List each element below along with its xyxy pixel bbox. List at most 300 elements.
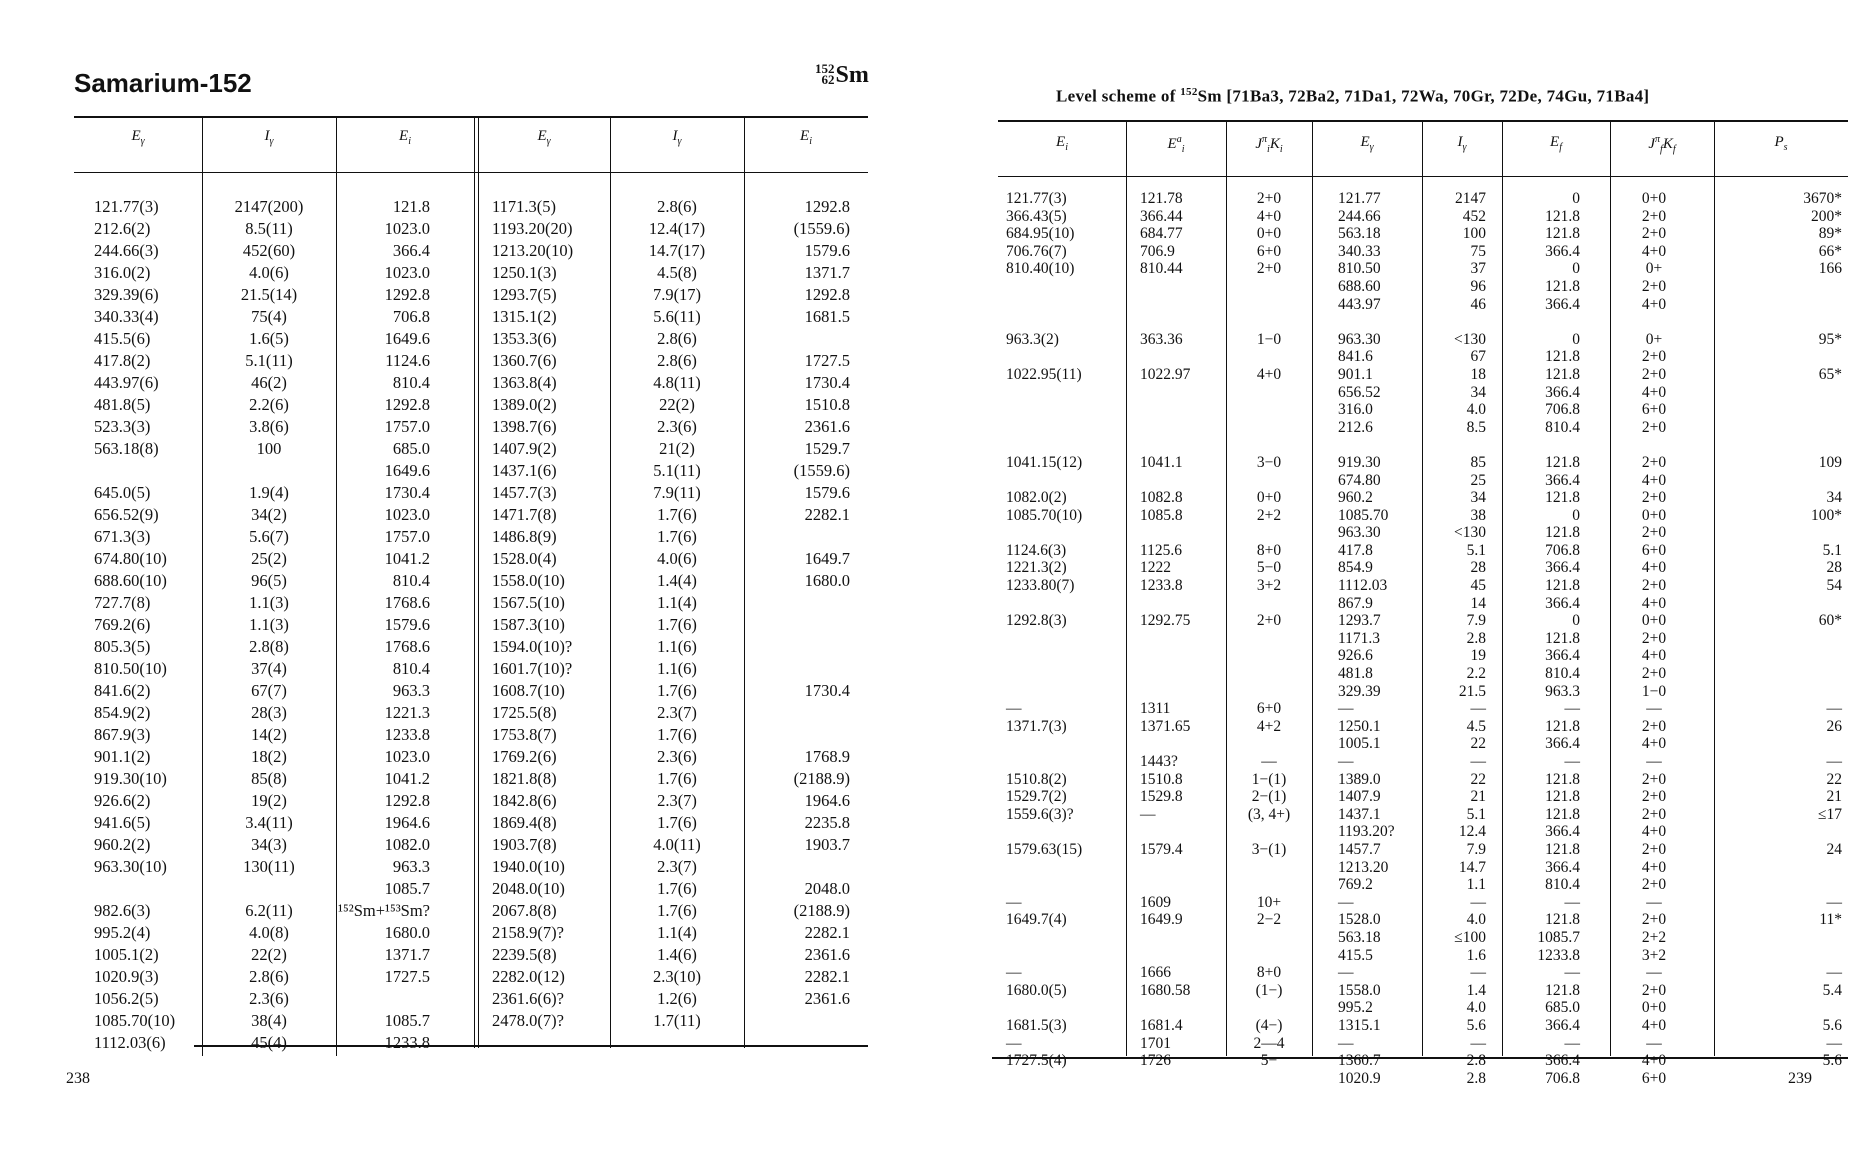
table-cell: 688.60(10) xyxy=(94,571,167,590)
table-cell: (2188.9) xyxy=(793,769,850,788)
table-cell xyxy=(744,614,850,636)
table-cell: 1360.7(6) xyxy=(492,351,557,370)
table-cell: 366.43(5) xyxy=(1006,207,1067,225)
table-cell xyxy=(1006,595,1126,613)
table-cell: — xyxy=(1564,700,1580,718)
table-cell: 443.97 xyxy=(1338,295,1381,313)
table-cell: 1023.0 xyxy=(384,747,430,766)
table-cell: 14.7 xyxy=(1458,858,1486,876)
table-cell: 1768.6 xyxy=(384,637,430,656)
table-cell xyxy=(1714,630,1842,648)
table-cell: 919.30 xyxy=(1338,453,1381,471)
header-e-f: $E_f$ xyxy=(1550,134,1562,153)
header-e-gamma: $E_\gamma$ xyxy=(131,128,145,147)
table-cell: 1727.5 xyxy=(384,967,430,986)
table-cell: 1558.0(10) xyxy=(492,571,565,590)
table-cell: 37 xyxy=(1470,260,1486,278)
table-cell: 1−(1) xyxy=(1251,770,1287,788)
table-cell: 1250.1(3) xyxy=(492,263,557,282)
table-cell xyxy=(1140,999,1226,1017)
table-cell: 1558.0 xyxy=(1338,981,1381,999)
table-cell xyxy=(1226,665,1312,683)
table-cell: 1293.7 xyxy=(1338,612,1381,630)
table-cell xyxy=(1714,876,1842,894)
table-cell xyxy=(1714,947,1842,965)
table-cell: 121.8 xyxy=(1545,629,1580,647)
table-cell xyxy=(1140,929,1226,947)
table-cell xyxy=(744,592,850,614)
table-cell xyxy=(744,856,850,878)
table-cell: 21 xyxy=(1826,788,1842,806)
table-cell xyxy=(1226,524,1312,542)
table-cell xyxy=(1140,524,1226,542)
table-cell: 1.7(6) xyxy=(657,813,697,832)
table-cell xyxy=(1006,647,1126,665)
table-cell xyxy=(1226,401,1312,419)
table-cell: 1821.8(8) xyxy=(492,769,557,788)
table-cell: 1360.7 xyxy=(1338,1052,1381,1070)
table-cell: 366.4 xyxy=(1545,594,1580,612)
table-cell: 5−0 xyxy=(1256,559,1282,577)
table-cell: 0+ xyxy=(1645,260,1663,278)
table-cell xyxy=(1006,876,1126,894)
table-cell: 1292.8 xyxy=(804,197,850,216)
table-cell xyxy=(744,526,850,548)
table-cell: 2.2(6) xyxy=(249,395,289,414)
table-cell: 1023.0 xyxy=(384,219,430,238)
table-cell: 1579.4 xyxy=(1140,840,1183,858)
table-cell: 1457.7(3) xyxy=(492,483,557,502)
table-cell: 2.3(6) xyxy=(657,417,697,436)
table-cell: 1112.03(6) xyxy=(94,1033,166,1052)
table-cell: 22 xyxy=(1470,735,1486,753)
table-cell xyxy=(1006,401,1126,419)
table-cell: 121.77(3) xyxy=(1006,190,1067,207)
table-cell: 5.1 xyxy=(1466,805,1486,823)
table-cell: <130 xyxy=(1454,330,1486,348)
table-cell: 854.9 xyxy=(1338,559,1373,577)
table-cell: 366.4 xyxy=(1545,242,1580,260)
table-cell: 1727.5 xyxy=(804,351,850,370)
table-cell: 901.1(2) xyxy=(94,747,151,766)
table-cell: — xyxy=(1470,964,1486,982)
nuclide-symbol: 152 62 Sm xyxy=(815,61,869,88)
table-cell: 4+0 xyxy=(1641,295,1667,313)
table-cell: 1292.8 xyxy=(384,395,430,414)
table-cell: 1757.0 xyxy=(384,527,430,546)
table-cell: 688.60 xyxy=(1338,277,1381,295)
table-cell xyxy=(1714,524,1842,542)
table-cell: 1041.15(12) xyxy=(1006,453,1083,471)
table-cell: 121.8 xyxy=(1545,911,1580,929)
table-cell xyxy=(1140,683,1226,701)
table-cell: 366.4 xyxy=(392,241,430,260)
table-cell: — xyxy=(1564,964,1580,982)
table-cell xyxy=(1006,384,1126,402)
table-cell: 1.4(4) xyxy=(657,571,697,590)
table-cell: 1579.63(15) xyxy=(1006,840,1083,858)
table-cell: — xyxy=(1006,964,1022,982)
column-divider xyxy=(1126,176,1127,1056)
column-ps xyxy=(1714,190,1842,1087)
table-cell: 1353.3(6) xyxy=(492,329,557,348)
table-cell: 54 xyxy=(1826,577,1842,595)
table-cell: 854.9(2) xyxy=(94,703,151,722)
table-cell: 867.9 xyxy=(1338,594,1373,612)
table-cell: 3+2 xyxy=(1256,577,1282,595)
table-cell: 121.8 xyxy=(1545,577,1580,595)
table-cell: 841.6 xyxy=(1338,348,1373,366)
table-cell: 5.4 xyxy=(1822,981,1842,999)
table-cell xyxy=(1422,436,1486,454)
table-cell: 1020.9 xyxy=(1338,1069,1381,1087)
table-cell: 26 xyxy=(1826,717,1842,735)
table-cell: 1680.0(5) xyxy=(1006,981,1067,999)
table-cell: 21.5(14) xyxy=(240,285,298,304)
table-cell: 1292.8(3) xyxy=(1006,612,1067,630)
table-cell: 1082.0 xyxy=(384,835,430,854)
header-rule xyxy=(74,172,868,173)
table-cell: 810.4 xyxy=(392,659,430,678)
table-cell: 2+0 xyxy=(1641,717,1667,735)
table-cell: 2+0 xyxy=(1641,665,1667,683)
table-cell: 0+0 xyxy=(1256,225,1282,243)
table-cell: — xyxy=(1470,1034,1486,1052)
table-cell: 1124.6 xyxy=(385,351,430,370)
table-cell: 5.6(11) xyxy=(653,307,701,326)
table-cell: 1.1(4) xyxy=(657,923,697,942)
header-i-gamma: $I_\gamma$ xyxy=(264,128,274,147)
table-cell: 810.50 xyxy=(1338,260,1381,278)
table-cell: 121.8 xyxy=(1545,207,1580,225)
table-cell xyxy=(1140,313,1226,331)
table-cell: 1.7(6) xyxy=(657,681,697,700)
table-cell: 2478.0(7)? xyxy=(492,1011,564,1030)
table-cell: 5.1 xyxy=(1466,541,1486,559)
table-cell xyxy=(1226,419,1312,437)
table-cell: 4.0 xyxy=(1466,911,1486,929)
table-cell: 2+0 xyxy=(1641,207,1667,225)
table-cell: 1020.9(3) xyxy=(94,967,159,986)
table-cell: 212.6 xyxy=(1338,418,1373,436)
table-cell: 769.2 xyxy=(1338,876,1373,894)
table-cell: ≤17 xyxy=(1817,805,1842,823)
table-cell: 2.8(8) xyxy=(249,637,289,656)
table-cell: 2.2 xyxy=(1466,665,1486,683)
table-cell: — xyxy=(1470,893,1486,911)
table-cell xyxy=(1714,683,1842,701)
table-cell: 2+0 xyxy=(1641,365,1667,383)
table-cell: 2−(1) xyxy=(1251,788,1287,806)
table-cell xyxy=(1226,1070,1312,1088)
table-cell: 1486.8(9) xyxy=(492,527,557,546)
table-cell: — xyxy=(1564,893,1580,911)
table-cell: 841.6(2) xyxy=(94,681,151,700)
table-cell: 1730.4 xyxy=(384,483,430,502)
table-cell: 1−0 xyxy=(1256,330,1282,348)
table-cell: 706.8 xyxy=(392,307,430,326)
table-cell: 1608.7(10) xyxy=(492,681,565,700)
table-cell: 1371.7(3) xyxy=(1006,717,1067,735)
table-cell: 3−(1) xyxy=(1251,840,1287,858)
table-cell: 810.4 xyxy=(392,373,430,392)
table-cell: 1529.7 xyxy=(804,439,850,458)
table-cell: 1023.0 xyxy=(384,263,430,282)
table-cell: 2235.8 xyxy=(804,813,850,832)
table-cell: 121.8 xyxy=(1545,348,1580,366)
table-cell: 1.1 xyxy=(1466,876,1486,894)
table-cell: 2+0 xyxy=(1641,981,1667,999)
table-cell: 2+0 xyxy=(1641,277,1667,295)
table-cell xyxy=(1140,859,1226,877)
table-cell: 0+0 xyxy=(1641,999,1667,1017)
header-e-gamma: $E_\gamma$ xyxy=(537,128,551,147)
table-cell xyxy=(1714,296,1842,314)
table-cell: 4.8(11) xyxy=(653,373,701,392)
table-cell: 100 xyxy=(1462,225,1486,243)
table-cell: 1171.3(5) xyxy=(492,197,557,216)
table-cell: 1701 xyxy=(1140,1034,1171,1052)
table-cell xyxy=(1006,665,1126,683)
table-cell xyxy=(1006,313,1126,331)
table-cell: 2+0 xyxy=(1641,876,1667,894)
table-cell: 109 xyxy=(1818,453,1842,471)
table-cell: 1666 xyxy=(1140,964,1171,982)
table-cell: 121.8 xyxy=(392,197,430,216)
table-cell xyxy=(1226,876,1312,894)
table-cell: 1529.8 xyxy=(1140,788,1183,806)
table-cell: 45 xyxy=(1470,577,1486,595)
table-cell xyxy=(1714,665,1842,683)
table-cell: 89* xyxy=(1818,225,1842,243)
table-cell: 28(3) xyxy=(251,703,287,722)
table-cell: 963.30(10) xyxy=(94,857,167,876)
table-cell: 727.7(8) xyxy=(94,593,151,612)
table-cell: 6+0 xyxy=(1641,1069,1667,1087)
table-cell: 1681.5(3) xyxy=(1006,1016,1067,1034)
table-cell: 1233.8 xyxy=(384,1033,430,1052)
table-cell: 1.7(6) xyxy=(657,615,697,634)
table-cell: (4−) xyxy=(1255,1016,1283,1034)
column-eg xyxy=(1338,190,1422,1087)
table-cell: 6+0 xyxy=(1256,242,1282,260)
table-cell: 1768.9 xyxy=(804,747,850,766)
table-cell: 18 xyxy=(1470,365,1486,383)
table-cell: 11* xyxy=(1819,911,1842,929)
table-cell xyxy=(1714,595,1842,613)
table-cell: 7.9(11) xyxy=(653,483,701,502)
column-e-gamma-1 xyxy=(94,196,202,1054)
column-e-i-2 xyxy=(744,196,850,1032)
table-cell xyxy=(1714,313,1842,331)
table-cell: 1842.8(6) xyxy=(492,791,557,810)
header-j-k-f: $J^\pi_fK_f$ xyxy=(1648,134,1676,155)
table-cell xyxy=(1006,630,1126,648)
table-cell: 563.18 xyxy=(1338,928,1381,946)
table-cell: 366.4 xyxy=(1545,1052,1580,1070)
table-cell: 1769.2(6) xyxy=(492,747,557,766)
table-cell: 121.8 xyxy=(1545,365,1580,383)
table-cell: 366.4 xyxy=(1545,471,1580,489)
table-cell xyxy=(1140,630,1226,648)
table-cell: 121.8 xyxy=(1545,805,1580,823)
table-cell: 100 xyxy=(256,439,282,458)
table-cell: 1594.0(10)? xyxy=(492,637,573,656)
table-cell: 1457.7 xyxy=(1338,840,1381,858)
table-cell: 810.50(10) xyxy=(94,659,167,678)
table-cell: 1.7(6) xyxy=(657,505,697,524)
table-cell xyxy=(1006,278,1126,296)
table-cell xyxy=(1226,647,1312,665)
table-cell: 34 xyxy=(1470,383,1486,401)
table-cell: 960.2 xyxy=(1338,489,1373,507)
table-cell: 2.8(6) xyxy=(657,329,697,348)
table-cell: 1222 xyxy=(1140,559,1171,577)
table-cell: 685.0 xyxy=(1545,999,1580,1017)
table-cell: 1315.1(2) xyxy=(492,307,557,326)
table-cell: — xyxy=(1006,700,1022,718)
table-cell: 200* xyxy=(1811,207,1842,225)
table-cell: 2067.8(8) xyxy=(492,901,557,920)
table-cell: 0+0 xyxy=(1641,190,1667,207)
table-cell: 6+0 xyxy=(1641,401,1667,419)
table-cell: 684.77 xyxy=(1140,225,1183,243)
table-cell: 316.0 xyxy=(1338,401,1373,419)
table-cell: — xyxy=(1646,964,1662,982)
table-cell xyxy=(744,702,850,724)
table-cell xyxy=(1422,313,1486,331)
table-cell: 8+0 xyxy=(1256,541,1282,559)
table-cell: 481.8(5) xyxy=(94,395,151,414)
column-ig xyxy=(1422,190,1486,1087)
column-jkf xyxy=(1610,190,1698,1087)
table-cell: 2.3(7) xyxy=(657,857,697,876)
table-cell: 121.8 xyxy=(1545,770,1580,788)
table-cell xyxy=(1140,436,1226,454)
table-cell: — xyxy=(1826,1034,1842,1052)
table-cell: 3.8(6) xyxy=(249,417,289,436)
table-cell: 2.8(6) xyxy=(657,197,697,216)
column-e-i-1 xyxy=(336,196,430,1054)
table-cell: 810.44 xyxy=(1140,260,1183,278)
table-cell: 684.95(10) xyxy=(1006,225,1075,243)
table-cell: 2+0 xyxy=(1641,788,1667,806)
table-cell: 1085.70(10) xyxy=(1006,506,1083,524)
table-cell: 1579.6 xyxy=(384,615,430,634)
table-cell: (3, 4+) xyxy=(1247,805,1291,823)
table-cell: 1510.8(2) xyxy=(1006,770,1067,788)
table-cell: 1579.6 xyxy=(804,241,850,260)
table-cell: 2282.1 xyxy=(804,923,850,942)
table-cell: 963.3 xyxy=(1545,682,1580,700)
table-cell: 366.4 xyxy=(1545,383,1580,401)
table-cell: 1529.7(2) xyxy=(1006,788,1067,806)
table-cell xyxy=(1140,1070,1226,1088)
table-cell: 24 xyxy=(1826,840,1842,858)
table-cell: 65* xyxy=(1818,365,1842,383)
table-cell xyxy=(1714,436,1842,454)
table-cell: 14.7(17) xyxy=(648,241,706,260)
table-cell: 982.6(3) xyxy=(94,901,151,920)
header-p-s: $P_s$ xyxy=(1774,134,1788,153)
table-cell: 1022.95(11) xyxy=(1006,365,1082,383)
table-cell xyxy=(1714,735,1842,753)
table-cell: 674.80(10) xyxy=(94,549,167,568)
table-cell: 1471.7(8) xyxy=(492,505,557,524)
table-cell: 1437.1(6) xyxy=(492,461,557,480)
table-cell: 7.9 xyxy=(1466,612,1486,630)
table-cell: 1680.58 xyxy=(1140,981,1191,999)
table-cell: 10+ xyxy=(1256,893,1282,911)
table-cell xyxy=(1226,859,1312,877)
table-cell: — xyxy=(1261,753,1277,770)
table-cell xyxy=(1140,401,1226,419)
table-cell: 1311 xyxy=(1140,700,1171,718)
table-cell xyxy=(1140,296,1226,314)
table-cell: 2.8 xyxy=(1466,629,1486,647)
table-cell: 1041.2 xyxy=(384,769,430,788)
table-cell: 34(3) xyxy=(251,835,287,854)
table-cell: 4.0(8) xyxy=(249,923,289,942)
table-cell: 0+ xyxy=(1645,330,1663,348)
table-cell: 963.3 xyxy=(392,857,430,876)
table-cell: — xyxy=(1826,700,1842,718)
table-cell: 1.4 xyxy=(1466,981,1486,999)
header-e-gamma: $E_\gamma$ xyxy=(1360,134,1374,153)
table-cell: 1082.0(2) xyxy=(1006,489,1067,507)
table-cell: 452(60) xyxy=(242,241,296,260)
table-cell: 919.30(10) xyxy=(94,769,167,788)
table-cell: 340.33 xyxy=(1338,242,1381,260)
table-cell: 1510.8 xyxy=(804,395,850,414)
table-cell: 5.6 xyxy=(1822,1016,1842,1034)
table-cell: 2.3(10) xyxy=(652,967,702,986)
table-cell: 22 xyxy=(1826,770,1842,788)
column-jki xyxy=(1226,190,1312,1087)
table-cell xyxy=(1714,401,1842,419)
table-cell xyxy=(1140,595,1226,613)
table-cell xyxy=(1006,524,1126,542)
table-cell: 121.77 xyxy=(1338,190,1381,207)
table-cell: 121.8 xyxy=(1545,840,1580,858)
column-eia xyxy=(1140,190,1226,1087)
table-cell: 1869.4(8) xyxy=(492,813,557,832)
table-cell: 2+0 xyxy=(1641,770,1667,788)
table-cell: 7.9 xyxy=(1466,840,1486,858)
table-cell: 19 xyxy=(1470,647,1486,665)
table-cell: 1.7(6) xyxy=(657,769,697,788)
table-cell: 963.30 xyxy=(1338,330,1381,348)
column-divider xyxy=(1312,176,1313,1056)
table-cell: 2+0 xyxy=(1641,840,1667,858)
table-cell: 1.1(6) xyxy=(657,659,697,678)
column-i-gamma-1 xyxy=(202,196,336,1054)
table-cell xyxy=(1006,296,1126,314)
table-cell xyxy=(1714,929,1842,947)
table-cell: 1371.65 xyxy=(1140,717,1191,735)
table-cell: 4.0 xyxy=(1466,401,1486,419)
table-cell: 6+0 xyxy=(1641,541,1667,559)
table-cell: 21(2) xyxy=(659,439,695,458)
column-e-gamma-2 xyxy=(492,196,610,1032)
table-cell: <130 xyxy=(1454,524,1486,542)
table-cell: 96 xyxy=(1470,277,1486,295)
table-cell: 4+0 xyxy=(1641,823,1667,841)
table-cell: 12.4(17) xyxy=(648,219,706,238)
table-cell: 1407.9(2) xyxy=(492,439,557,458)
table-cell: 2+2 xyxy=(1256,506,1282,524)
table-cell xyxy=(1140,947,1226,965)
